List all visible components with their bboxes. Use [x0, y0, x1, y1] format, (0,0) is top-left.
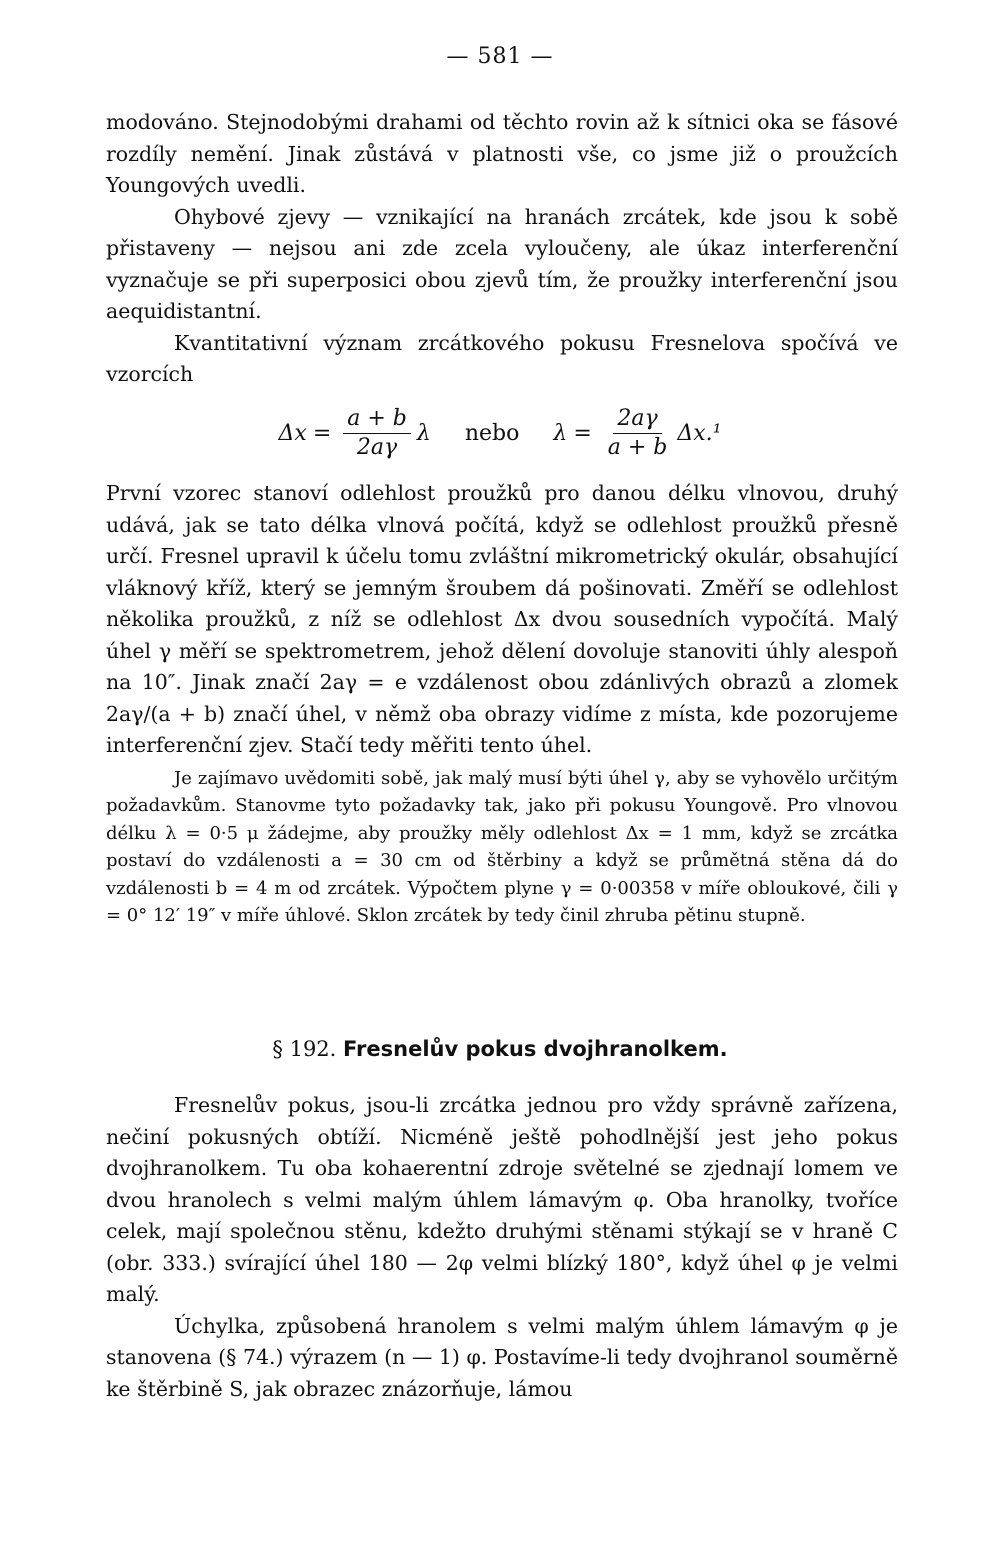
formula — [0, 398, 1000, 468]
formula-fraction-2 — [604, 405, 672, 462]
paragraph-6: Fresnelův pokus, jsou-li zrcátka jednou pro vždy správně zařízena, nečiní pokusných obtíží. Nicméně ještě pohodlnější jest jeho pokus dvojhranolkem. Tu oba kohaerentní zdroje světelné se zjednají lomem ve dvou hranolech s velmi malým úhlem lámavým φ. Oba hranolky, tvoříce celek, mají společnou stěnu, kdežto druhými stěnami stýkají se v hraně C (obr. 333.) svírající úhel 180 — 2φ velmi blízký 180°, když úhel φ je velmi malý. — [106, 1093, 898, 1306]
fraction-1-denominator: 2aγ — [356, 434, 398, 460]
paragraph-1: modováno. Stejnodobými drahami od těchto rovin až k sítnici oka se fásové rozdíly nemění. Jinak zůstává v platnosti vše, co jsme již o proužcích Youngových uvedli. — [106, 110, 898, 197]
formula-equals-2: = — [573, 420, 592, 446]
formula-fraction-1 — [343, 405, 411, 462]
paragraph-7: Úchylka, způsobená hranolem s velmi malým úhlem lámavým φ je stanovena (§ 74.) výrazem (n — 1) φ. Postavíme-li tedy dvojhranol souměrně ke štěrbině S, jak obrazec znázorňuje, lámou — [106, 1313, 898, 1401]
paragraph-2: Ohybové zjevy — vznikající na hranách zrcátek, kde jsou k sobě přistaveny — nejsou ani zde zcela vyloučeny, ale úkaz interferenční vyznačuje se při superposici obou zjevů tím, že proužky interferenční jsou aequidistantní. — [106, 204, 898, 323]
text-block-bottom — [106, 1090, 898, 1405]
formula-equals-1: = — [312, 420, 332, 446]
section-number: § 192. — [272, 1037, 337, 1061]
text-block-middle — [106, 478, 898, 930]
paragraph-4: První vzorec stanoví odlehlost proužků pro danou délku vlnovou, druhý udává, jak se tato délka vlnová počítá, když se odlehlost proužků přesně určí. Fresnel upravil k účelu tomu zvláštní mikrometrický okulár, obsahující vláknový kříž, který se jemným šroubem dá pošinovati. Změří se odlehlost několika proužků, z níž se odlehlost Δx dvou sousedních vypočítá. Malý úhel γ měří se spektrometrem, jehož dělení dovoluje stanoviti úhly alespoň na 10″. Jinak značí 2aγ = e vzdálenost obou zdánlivých obrazů a zlomek 2aγ/(a + b) značí úhel, v němž oba obrazy vidíme z místa, kde pozorujeme interferenční zjev. Stačí tedy měřiti tento úhel. — [106, 481, 898, 757]
section-heading — [0, 1037, 1000, 1061]
formula-lhs1: Δx — [278, 420, 307, 446]
text-block-top — [106, 107, 898, 391]
fraction-1-numerator: a + b — [343, 405, 411, 434]
formula-tail2: Δx.¹ — [677, 420, 722, 446]
formula-lhs2: λ — [553, 420, 568, 446]
formula-tail1: λ — [416, 420, 431, 446]
fraction-2-numerator: 2aγ — [613, 405, 661, 434]
paragraph-3: Kvantitativní význam zrcátkového pokusu Fresnelova spočívá ve vzorcích — [106, 330, 898, 386]
paragraph-5-small: Je zajímavo uvědomiti sobě, jak malý musí býti úhel γ, aby se vyhovělo určitým požadavkům. Stanovme tyto požadavky tak, jako při pokusu Youngově. Pro vlnovou délku λ = 0·5 μ žádejme, aby proužky měly odlehlost Δx = 1 mm, když se zrcátka postaví do vzdálenosti a = 30 cm od štěrbiny a když se průmětná stěna dá do vzdálenosti b = 4 m od zrcátek. Výpočtem plyne γ = 0·00358 v míře obloukové, čili γ = 0° 12′ 19″ v míře úhlové. Sklon zrcátek by tedy činil zhruba pětinu stupně. — [106, 767, 898, 926]
section-title: Fresnelův pokus dvojhranolkem. — [343, 1037, 728, 1061]
fraction-2-denominator: a + b — [607, 434, 668, 460]
formula-word: nebo — [464, 420, 520, 446]
page-number: — 581 — — [446, 44, 554, 69]
